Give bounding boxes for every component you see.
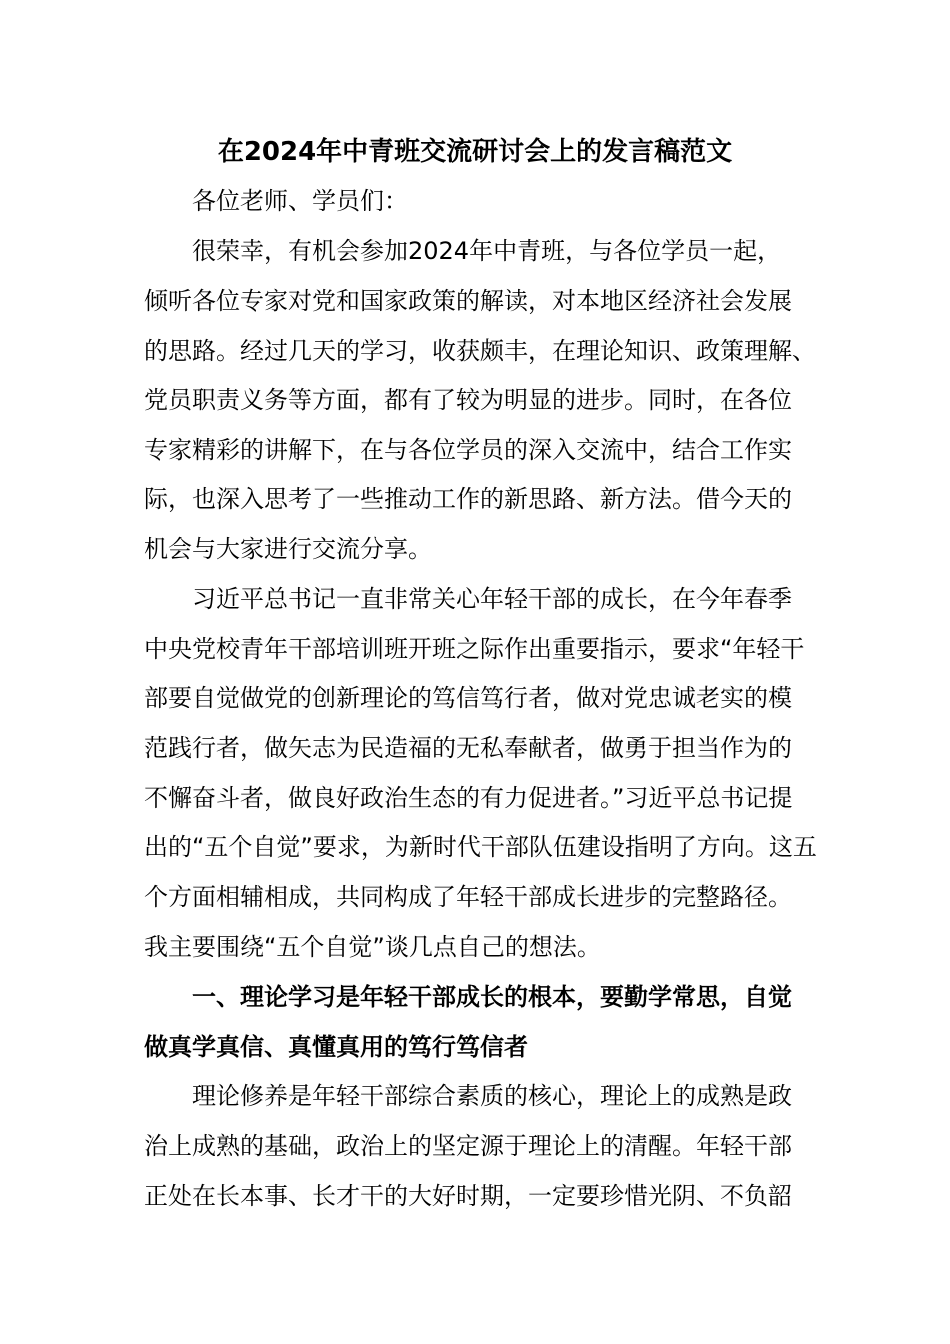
paragraph-2-line-7: 个方面相辅相成，共同构成了年轻干部成长进步的完整路径。: [144, 883, 792, 911]
paragraph-3-line-1: 理论修养是年轻干部综合素质的核心，理论上的成熟是政: [192, 1082, 792, 1110]
salutation-line: 各位老师、学员们：: [192, 187, 408, 215]
paragraph-2-line-4: 范践行者，做矢志为民造福的无私奉献者，做勇于担当作为的: [144, 734, 792, 762]
paragraph-2-line-5: 不懈奋斗者，做良好政治生态的有力促进者。”习近平总书记提: [144, 784, 793, 812]
paragraph-3-line-2: 治上成熟的基础，政治上的坚定源于理论上的清醒。年轻干部: [144, 1132, 792, 1160]
paragraph-1-line-7: 机会与大家进行交流分享。: [144, 535, 432, 563]
paragraph-2-line-1: 习近平总书记一直非常关心年轻干部的成长，在今年春季: [192, 585, 792, 613]
paragraph-2-line-3: 部要自觉做党的创新理论的笃信笃行者，做对党忠诚老实的模: [144, 684, 792, 712]
paragraph-1-line-2: 倾听各位专家对党和国家政策的解读，对本地区经济社会发展: [144, 287, 792, 315]
paragraph-1-line-6: 际，也深入思考了一些推动工作的新思路、新方法。借今天的: [144, 485, 792, 513]
section-heading-line-2: 做真学真信、真懂真用的笃行笃信者: [144, 1033, 528, 1061]
paragraph-1-line-4: 党员职责义务等方面，都有了较为明显的进步。同时，在各位: [144, 386, 792, 414]
paragraph-2-line-2: 中央党校青年干部培训班开班之际作出重要指示，要求“年轻干: [144, 635, 805, 663]
paragraph-1-line-3: 的思路。经过几天的学习，收获颇丰，在理论知识、政策理解、: [144, 337, 816, 365]
paragraph-3-line-3: 正处在长本事、长才干的大好时期，一定要珍惜光阴、不负韶: [144, 1182, 792, 1210]
paragraph-2-line-6: 出的“五个自觉”要求，为新时代干部队伍建设指明了方向。这五: [144, 833, 817, 861]
paragraph-2-line-8: 我主要围绕“五个自觉”谈几点自己的想法。: [144, 933, 601, 961]
paragraph-1-line-5: 专家精彩的讲解下，在与各位学员的深入交流中，结合工作实: [144, 436, 792, 464]
paragraph-1-line-1: 很荣幸，有机会参加2024年中青班，与各位学员一起，: [192, 237, 782, 265]
document-title: 在2024年中青班交流研讨会上的发言稿范文: [217, 137, 733, 167]
section-heading-line-1: 一、理论学习是年轻干部成长的根本，要勤学常思，自觉: [192, 983, 792, 1011]
